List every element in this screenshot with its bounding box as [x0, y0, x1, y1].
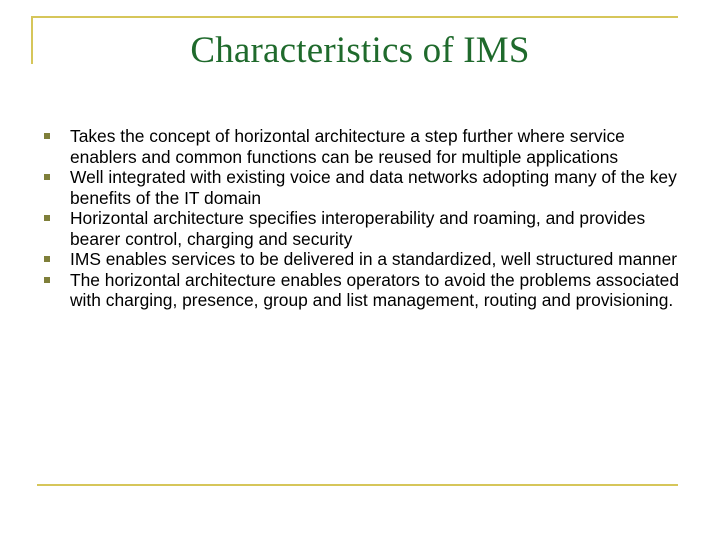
bullet-item	[44, 208, 684, 249]
bullet-item	[44, 249, 684, 270]
square-bullet-icon	[44, 133, 50, 139]
bullet-item	[44, 126, 684, 167]
slide-title: Characteristics of IMS	[190, 30, 530, 71]
bullet-text: Well integrated with existing voice and data networks adopting many of the key benefits of the IT domain	[70, 167, 677, 208]
bullet-list	[44, 126, 684, 311]
square-bullet-icon	[44, 174, 50, 180]
bottom-rule	[37, 484, 678, 486]
top-rule	[31, 16, 678, 18]
square-bullet-icon	[44, 215, 50, 221]
bullet-item	[44, 167, 684, 208]
bullet-text: IMS enables services to be delivered in a standardized, well structured manner	[70, 249, 678, 269]
bullet-item	[44, 270, 684, 311]
square-bullet-icon	[44, 277, 50, 283]
bullet-text: The horizontal architecture enables operators to avoid the problems associated with charging, presence, group and list management, routing and provisioning.	[70, 269, 680, 310]
bullet-text: Horizontal architecture specifies interoperability and roaming, and provides bearer control, charging and security	[70, 208, 646, 249]
square-bullet-icon	[44, 256, 50, 262]
bullet-text: Takes the concept of horizontal architecture a step further where service enablers and common functions can be reused for multiple applications	[70, 126, 625, 167]
